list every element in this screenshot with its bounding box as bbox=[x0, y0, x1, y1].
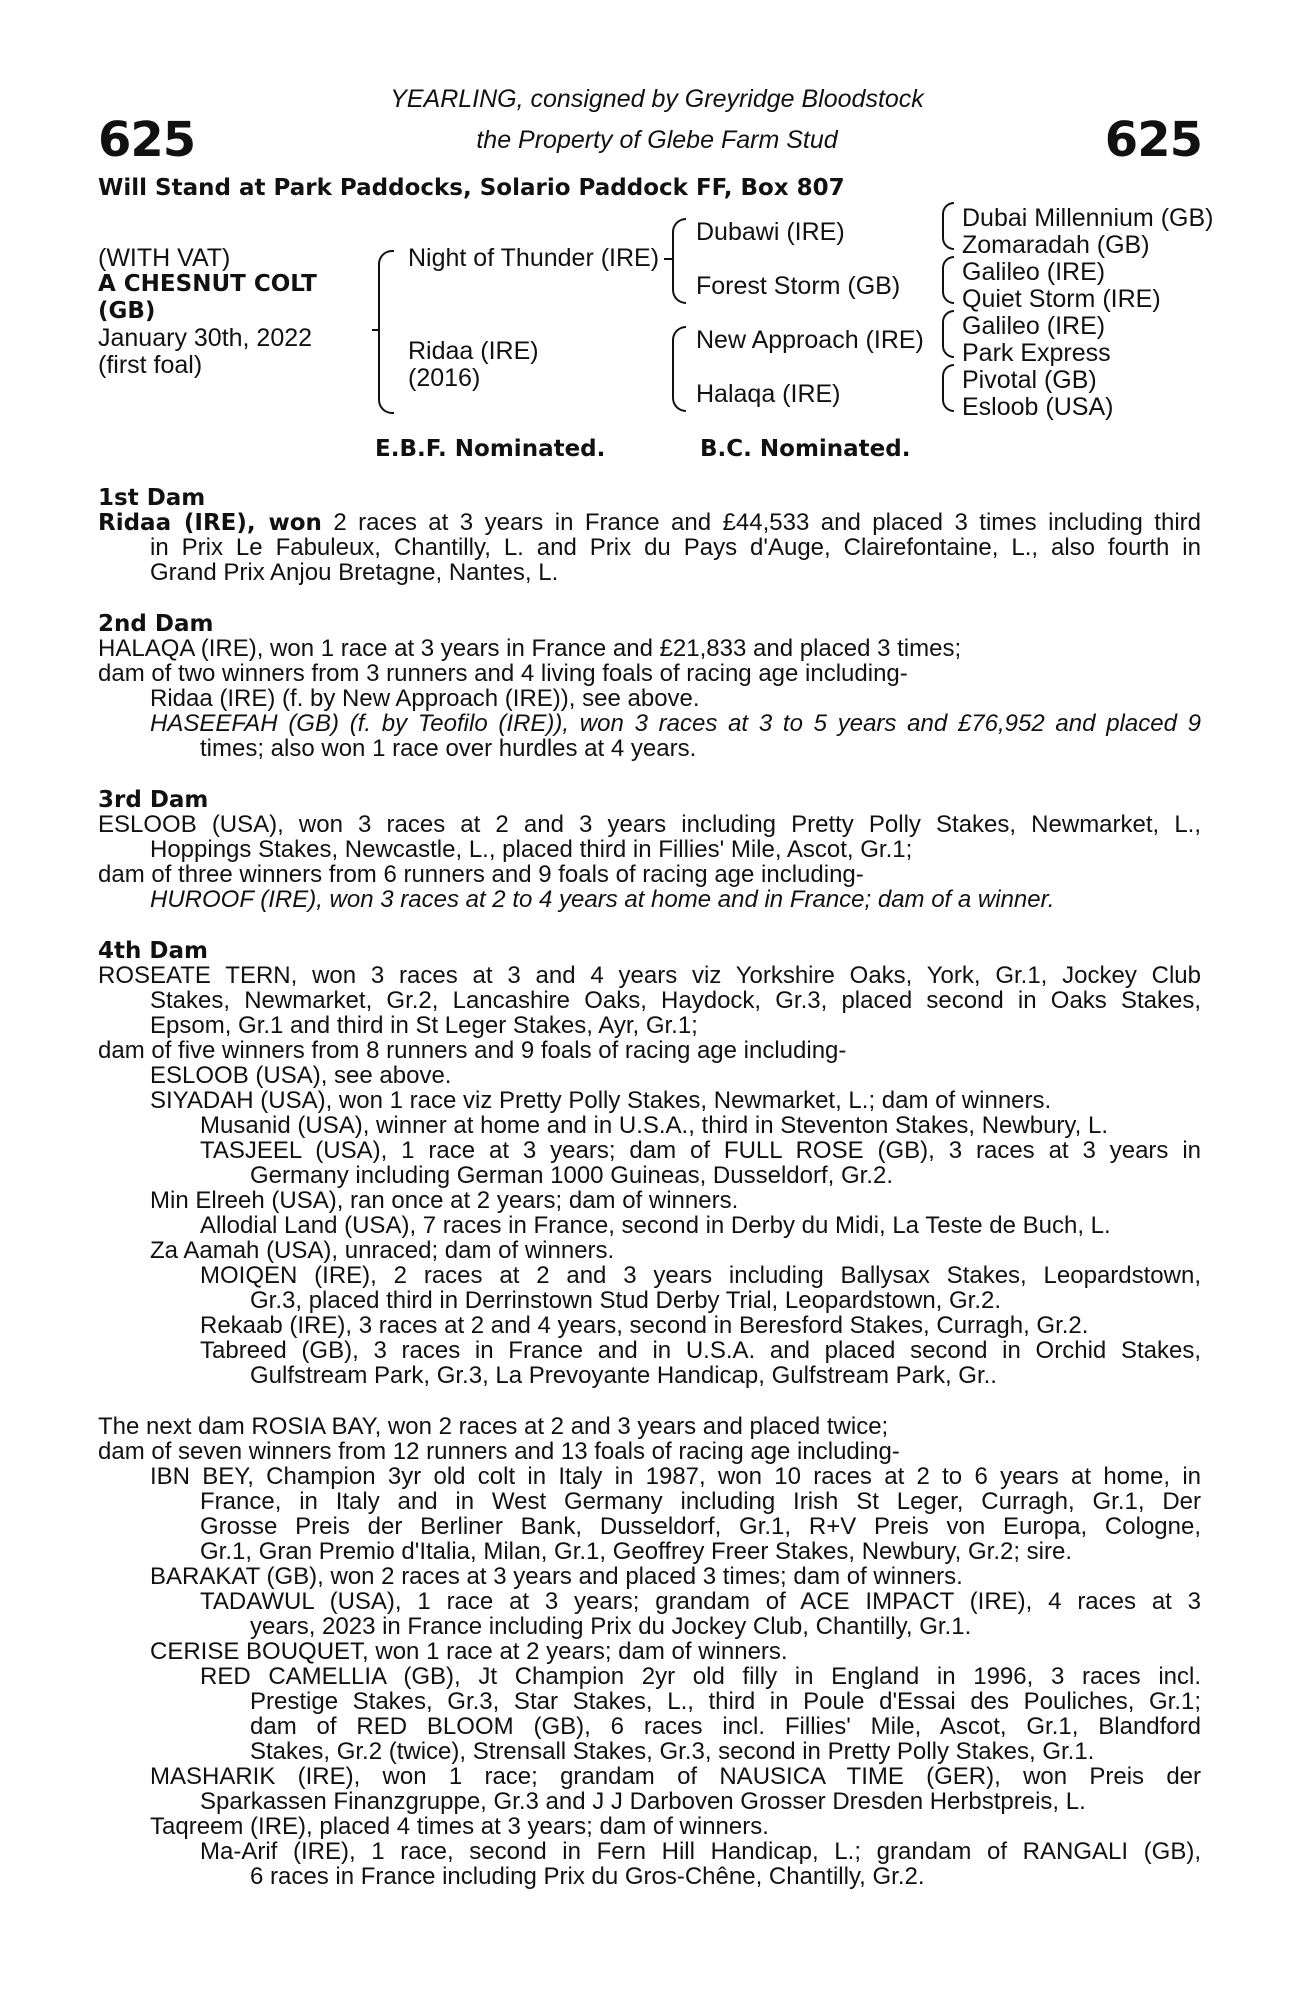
pedigree-brace-sire-tip bbox=[664, 258, 672, 260]
next-dam-line: IBN BEY, Champion 3yr old colt in Italy in 1987, won 10 races at 2 to 6 years at home, in bbox=[150, 1463, 1201, 1490]
sire-dam: Forest Storm (GB) bbox=[696, 272, 901, 300]
foal-note: (first foal) bbox=[98, 351, 203, 379]
fourth-dam-line: ROSEATE TERN, won 3 races at 3 and 4 years viz Yorkshire Oaks, York, Gr.1, Jockey Club bbox=[98, 962, 1201, 989]
lot-number-right: 625 bbox=[1104, 112, 1202, 168]
dam: Ridaa (IRE) bbox=[408, 337, 539, 365]
next-dam-line: Sparkassen Finanzgruppe, Gr.3 and J J Darboven Grosser Dresden Herbstpreis, L. bbox=[200, 1788, 1086, 1815]
pedigree-brace-sd bbox=[942, 256, 954, 304]
next-dam-line: Prestige Stakes, Gr.3, Star Stakes, L., third in Poule d'Essai des Pouliches, Gr.1; bbox=[250, 1688, 1201, 1715]
third-dam-line: HUROOF (IRE), won 3 races at 2 to 4 years at home and in France; dam of a winner. bbox=[150, 886, 1055, 913]
fourth-dam-line: dam of five winners from 8 runners and 9 foals of racing age including- bbox=[98, 1037, 847, 1064]
horse-name-suffix: (GB) bbox=[98, 298, 156, 324]
third-dam-line: Hoppings Stakes, Newcastle, L., placed third in Fillies' Mile, Ascot, Gr.1; bbox=[150, 836, 913, 863]
ebf-nominated: E.B.F. Nominated. bbox=[375, 436, 606, 462]
pedigree-brace-main bbox=[378, 250, 394, 414]
ped-dds: Pivotal (GB) bbox=[962, 366, 1097, 394]
next-dam-line: Ma-Arif (IRE), 1 race, second in Fern Hill Handicap, L.; grandam of RANGALI (GB), bbox=[200, 1838, 1201, 1865]
ped-dss: Galileo (IRE) bbox=[962, 312, 1106, 340]
pedigree-brace-dam bbox=[672, 326, 686, 412]
consignor-line: YEARLING, consigned by Greyridge Bloodstock bbox=[390, 85, 924, 113]
third-dam-line: ESLOOB (USA), won 3 races at 2 and 3 years including Pretty Polly Stakes, Newmarket, L., bbox=[98, 811, 1201, 838]
fourth-dam-line: Allodial Land (USA), 7 races in France, second in Derby du Midi, La Teste de Buch, L. bbox=[200, 1212, 1111, 1239]
next-dam-line: CERISE BOUQUET, won 1 race at 2 years; dam of winners. bbox=[150, 1638, 788, 1665]
first-dam-line: Grand Prix Anjou Bretagne, Nantes, L. bbox=[150, 559, 559, 586]
ped-sdd: Quiet Storm (IRE) bbox=[962, 285, 1161, 313]
section-second-dam: 2nd Dam bbox=[98, 611, 214, 637]
next-dam-line: years, 2023 in France including Prix du Jockey Club, Chantilly, Gr.1. bbox=[250, 1613, 972, 1640]
ped-ssd: Zomaradah (GB) bbox=[962, 231, 1150, 259]
ped-sss: Dubai Millennium (GB) bbox=[962, 204, 1214, 232]
dam-dam: Halaqa (IRE) bbox=[696, 380, 841, 408]
second-dam-line: HASEEFAH (GB) (f. by Teofilo (IRE)), won 3 races at 3 to 5 years and £76,952 and placed 9 bbox=[150, 710, 1201, 737]
fourth-dam-line: Gr.3, placed third in Derrinstown Stud Derby Trial, Leopardstown, Gr.2. bbox=[250, 1287, 1002, 1314]
lot-number-left: 625 bbox=[98, 112, 196, 168]
pedigree-brace-ss bbox=[942, 202, 954, 250]
next-dam-line: RED CAMELLIA (GB), Jt Champion 2yr old filly in England in 1996, 3 races incl. bbox=[200, 1663, 1201, 1690]
vat-note: (WITH VAT) bbox=[98, 244, 231, 272]
pedigree-brace-dd bbox=[942, 364, 954, 412]
fourth-dam-line: Germany including German 1000 Guineas, Dusseldorf, Gr.2. bbox=[250, 1162, 893, 1189]
fourth-dam-line: Rekaab (IRE), 3 races at 2 and 4 years, second in Beresford Stakes, Curragh, Gr.2. bbox=[200, 1312, 1089, 1339]
sire-sire: Dubawi (IRE) bbox=[696, 218, 845, 246]
fourth-dam-line: Min Elreeh (USA), ran once at 2 years; dam of winners. bbox=[150, 1187, 739, 1214]
fourth-dam-line: Epsom, Gr.1 and third in St Leger Stakes, Ayr, Gr.1; bbox=[150, 1012, 698, 1039]
next-dam-line: Gr.1, Gran Premio d'Italia, Milan, Gr.1, Geoffrey Freer Stakes, Newbury, Gr.2; sire. bbox=[200, 1538, 1073, 1565]
dam-sire: New Approach (IRE) bbox=[696, 326, 924, 354]
ped-ddd: Esloob (USA) bbox=[962, 393, 1114, 421]
next-dam-line: dam of RED BLOOM (GB), 6 races incl. Fillies' Mile, Ascot, Gr.1, Blandford bbox=[250, 1713, 1201, 1740]
first-dam-line: Ridaa (IRE), won 2 races at 3 years in France and £44,533 and placed 3 times including third bbox=[98, 509, 1201, 536]
next-dam-line: MASHARIK (IRE), won 1 race; grandam of NAUSICA TIME (GER), won Preis der bbox=[150, 1763, 1201, 1790]
fourth-dam-line: ESLOOB (USA), see above. bbox=[150, 1062, 452, 1089]
sire: Night of Thunder (IRE) bbox=[408, 244, 660, 272]
section-third-dam: 3rd Dam bbox=[98, 787, 209, 813]
fourth-dam-line: Tabreed (GB), 3 races in France and in U.S.A. and placed second in Orchid Stakes, bbox=[200, 1337, 1201, 1364]
horse-name: A CHESNUT COLT bbox=[98, 271, 317, 297]
next-dam-line: TADAWUL (USA), 1 race at 3 years; grandam of ACE IMPACT (IRE), 4 races at 3 bbox=[200, 1588, 1201, 1615]
third-dam-line: dam of three winners from 6 runners and 9 foals of racing age including- bbox=[98, 861, 864, 888]
ped-sds: Galileo (IRE) bbox=[962, 258, 1106, 286]
ped-dsd: Park Express bbox=[962, 339, 1111, 367]
next-dam-line: Taqreem (IRE), placed 4 times at 3 years; dam of winners. bbox=[150, 1813, 769, 1840]
second-dam-line: times; also won 1 race over hurdles at 4 years. bbox=[200, 735, 697, 762]
fourth-dam-line: Musanid (USA), winner at home and in U.S.A., third in Steventon Stakes, Newbury, L. bbox=[200, 1112, 1108, 1139]
fourth-dam-line: SIYADAH (USA), won 1 race viz Pretty Polly Stakes, Newmarket, L.; dam of winners. bbox=[150, 1087, 1052, 1114]
next-dam-line: The next dam ROSIA BAY, won 2 races at 2 and 3 years and placed twice; bbox=[98, 1413, 889, 1440]
next-dam-line: Grosse Preis der Berliner Bank, Dusseldorf, Gr.1, R+V Preis von Europa, Cologne, bbox=[200, 1513, 1201, 1540]
next-dam-line: 6 races in France including Prix du Gros-Chêne, Chantilly, Gr.2. bbox=[250, 1863, 925, 1890]
fourth-dam-line: Gulfstream Park, Gr.3, La Prevoyante Handicap, Gulfstream Park, Gr.. bbox=[250, 1362, 997, 1389]
second-dam-line: dam of two winners from 3 runners and 4 living foals of racing age including- bbox=[98, 660, 908, 687]
fourth-dam-line: MOIQEN (IRE), 2 races at 2 and 3 years including Ballysax Stakes, Leopardstown, bbox=[200, 1262, 1201, 1289]
pedigree-brace-main-tip bbox=[372, 329, 380, 331]
pedigree-brace-ds bbox=[942, 310, 954, 358]
property-line: the Property of Glebe Farm Stud bbox=[476, 126, 838, 154]
pedigree-brace-sire bbox=[672, 218, 686, 304]
next-dam-line: Stakes, Gr.2 (twice), Strensall Stakes, Gr.3, second in Pretty Polly Stakes, Gr.1. bbox=[250, 1738, 1095, 1765]
fourth-dam-line: TASJEEL (USA), 1 race at 3 years; dam of FULL ROSE (GB), 3 races at 3 years in bbox=[200, 1137, 1201, 1164]
dam-year: (2016) bbox=[408, 364, 481, 392]
fourth-dam-line: Za Aamah (USA), unraced; dam of winners. bbox=[150, 1237, 615, 1264]
next-dam-line: dam of seven winners from 12 runners and 13 foals of racing age including- bbox=[98, 1438, 900, 1465]
section-first-dam: 1st Dam bbox=[98, 485, 206, 511]
section-fourth-dam: 4th Dam bbox=[98, 938, 208, 964]
next-dam-line: France, in Italy and in West Germany including Irish St Leger, Curragh, Gr.1, Der bbox=[200, 1488, 1201, 1515]
first-dam-line: in Prix Le Fabuleux, Chantilly, L. and Prix du Pays d'Auge, Clairefontaine, L., also fourth in bbox=[150, 534, 1201, 561]
bc-nominated: B.C. Nominated. bbox=[700, 436, 911, 462]
foaling-date: January 30th, 2022 bbox=[98, 324, 313, 352]
second-dam-line: HALAQA (IRE), won 1 race at 3 years in France and £21,833 and placed 3 times; bbox=[98, 635, 962, 662]
next-dam-line: BARAKAT (GB), won 2 races at 3 years and placed 3 times; dam of winners. bbox=[150, 1563, 963, 1590]
stand-location: Will Stand at Park Paddocks, Solario Paddock FF, Box 807 bbox=[98, 175, 845, 201]
fourth-dam-line: Stakes, Newmarket, Gr.2, Lancashire Oaks, Haydock, Gr.3, placed second in Oaks Stakes, bbox=[150, 987, 1201, 1014]
second-dam-line: Ridaa (IRE) (f. by New Approach (IRE)), see above. bbox=[150, 685, 700, 712]
